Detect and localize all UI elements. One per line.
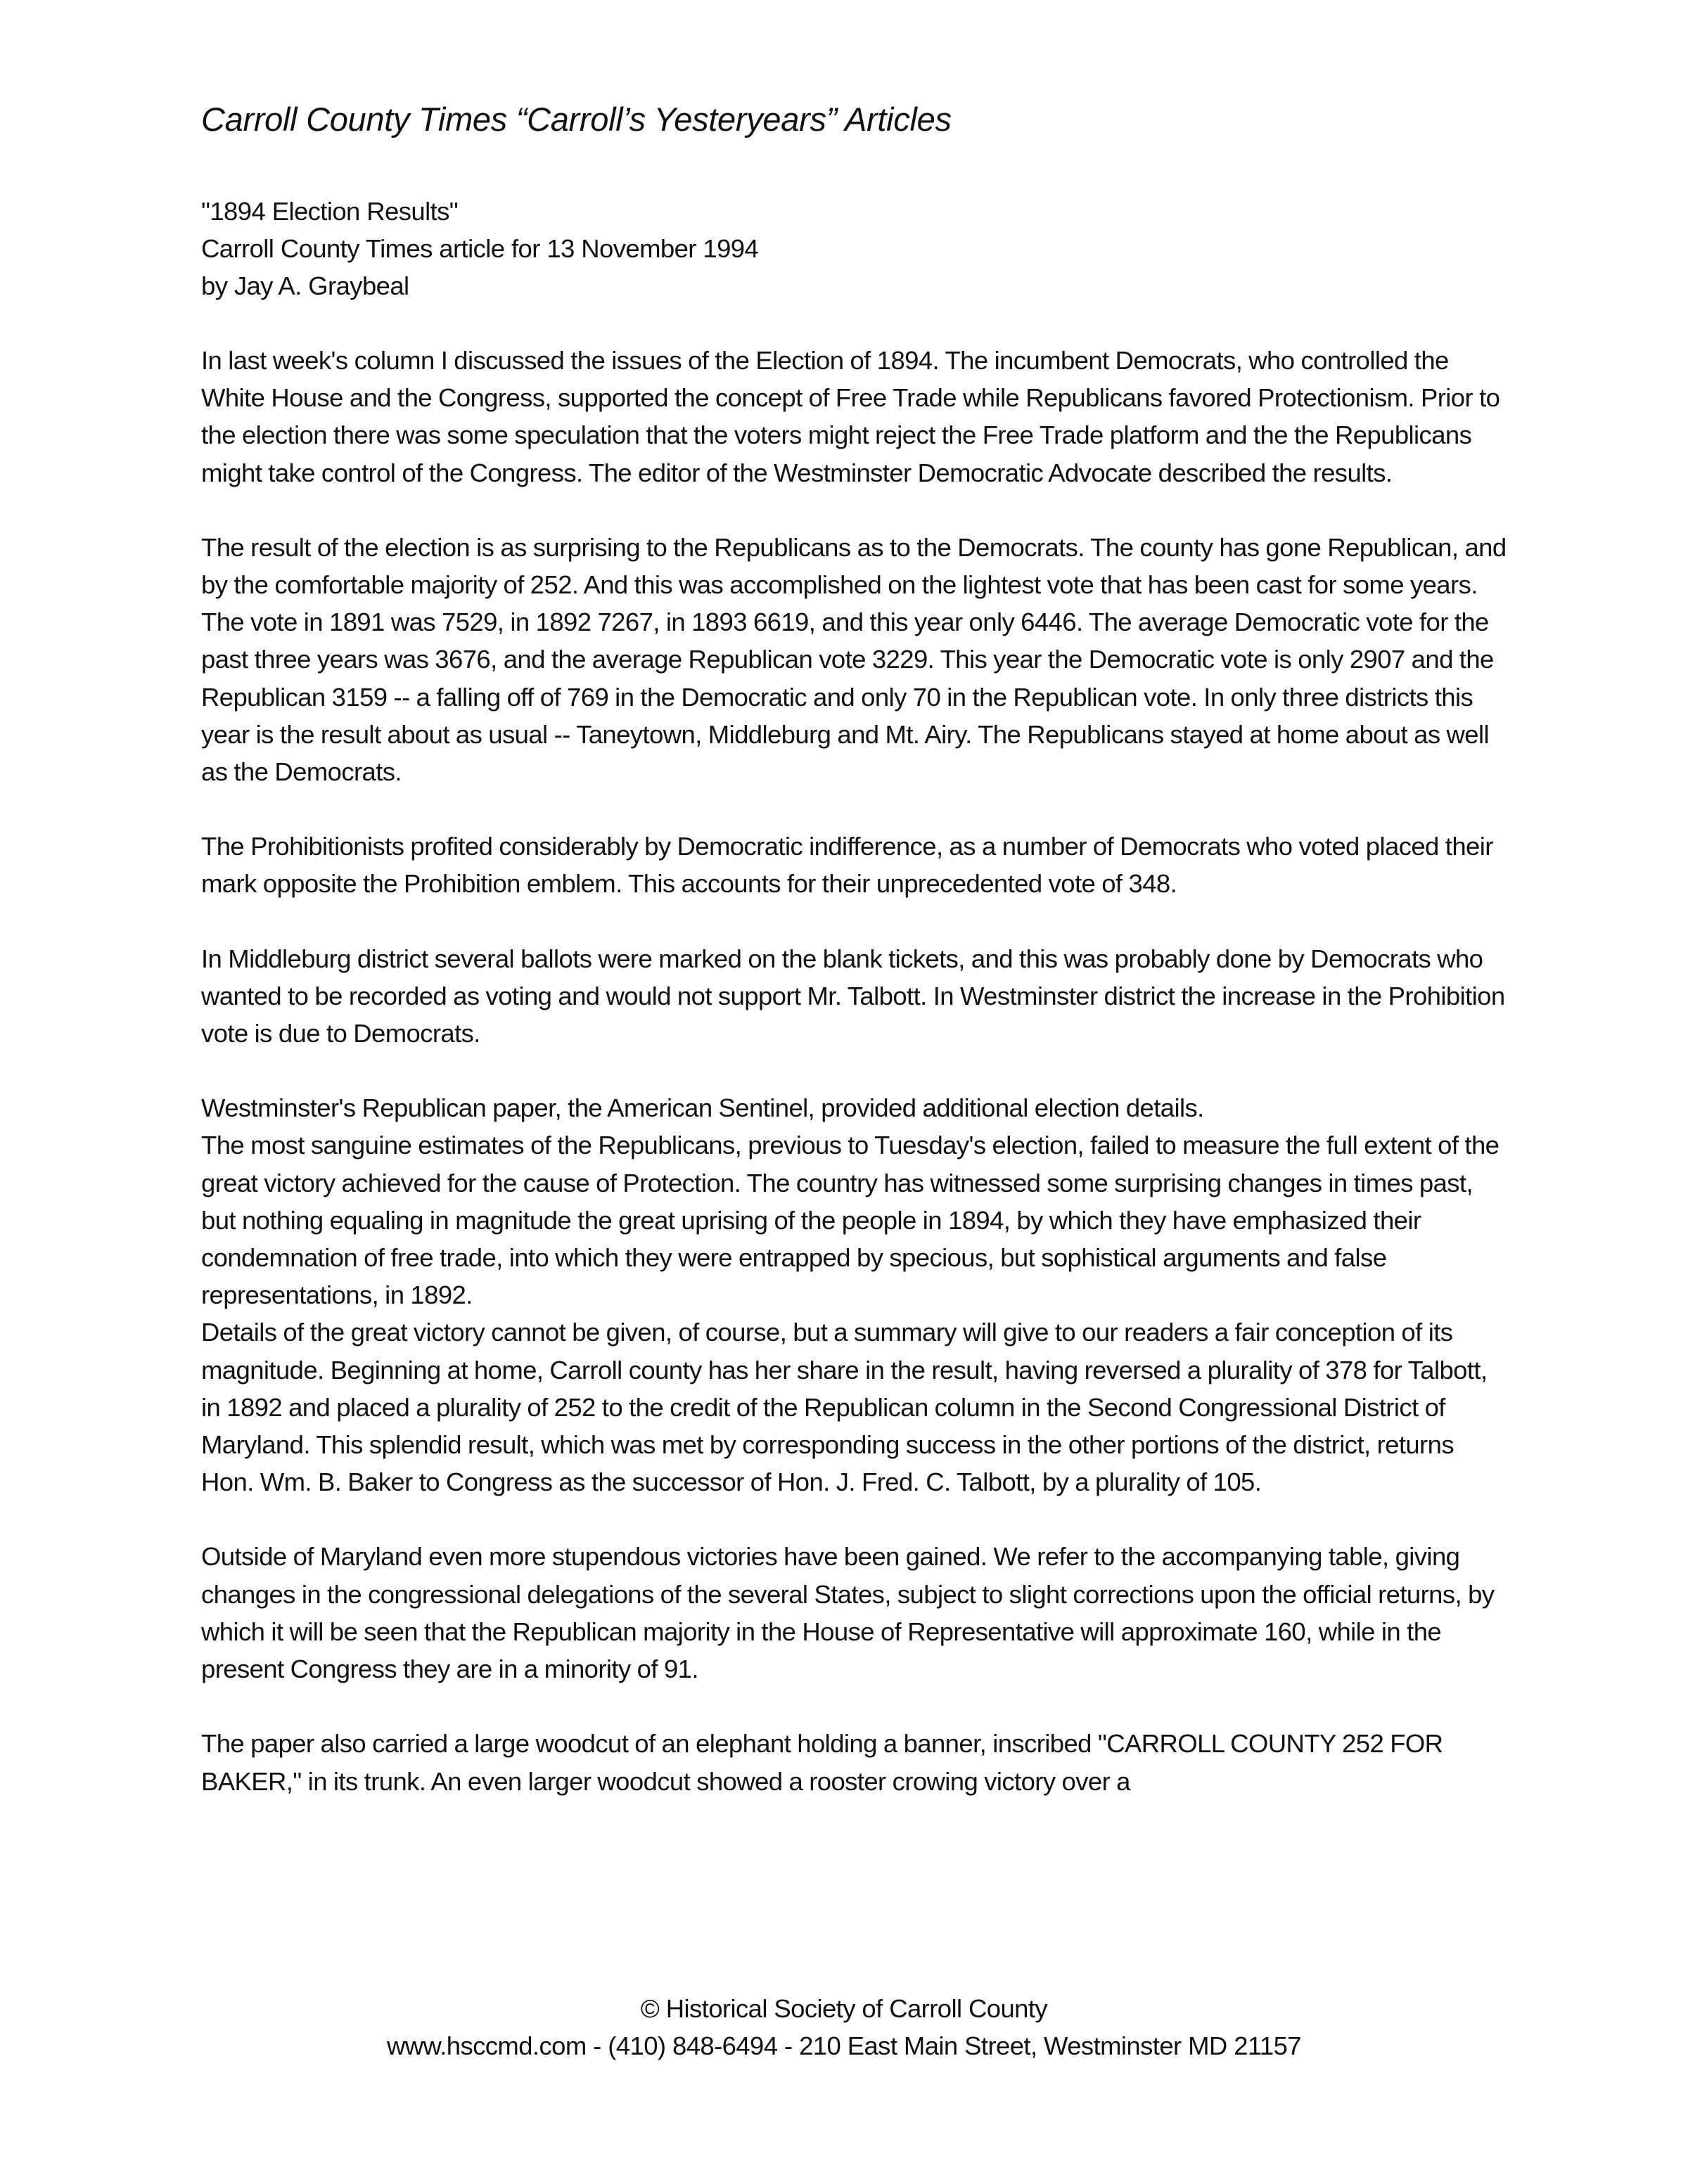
page-footer bbox=[0, 1990, 1688, 2064]
paragraph-outside-maryland: Outside of Maryland even more stupendous victories have been gained. We refer to the accompanying table, giving changes in the congressional delegations of the several States, subject to slight corrections upon the official returns, by which it will be seen that the Republican majority in the House of Representative will approximate 160, while in the present Congress they are in a minority of 91. bbox=[201, 1542, 1495, 1684]
article-body bbox=[201, 342, 1509, 1800]
article-source: Carroll County Times article for 13 November 1994 bbox=[201, 234, 759, 263]
paragraph-sentinel-quote-2: Details of the great victory cannot be given, of course, but a summary will give to our readers a fair conception of its magnitude. Beginning at home, Carroll county has her share in the result, having reversed a plurality of 378 for Talbott, in 1892 and placed a plurality of 252 to the credit of the Republican column in the Second Congressional District of Maryland. This splendid result, which was met by corresponding success in the other portions of the district, returns Hon. Wm. B. Baker to Congress as the successor of Hon. J. Fred. C. Talbott, by a plurality of 105. bbox=[201, 1318, 1488, 1497]
paragraph-middleburg: In Middleburg district several ballots were marked on the blank tickets, and this was probably done by Democrats who wanted to be recorded as voting and would not support Mr. Talbott. In Westminster district the increase in the Prohibition vote is due to Democrats. bbox=[201, 944, 1505, 1048]
paragraph-intro: In last week's column I discussed the issues of the Election of 1894. The incumbent Democrats, who controlled the White House and the Congress, supported the concept of Free Trade while Republicans favored Protectionism. Prior to the election there was some speculation that the voters might reject the Free Trade platform and the the Republicans might take control of the Congress. The editor of the Westminster Democratic Advocate described the results. bbox=[201, 346, 1500, 487]
paragraph-advocate-results: The result of the election is as surprising to the Republicans as to the Democrats. The county has gone Republican, and by the comfortable majority of 252. And this was accomplished on the lightest vote that has been cast for some years. The vote in 1891 was 7529, in 1892 7267, in 1893 6619, and this year only 6446. The average Democratic vote for the past three years was 3676, and the average Republican vote 3229. This year the Democratic vote is only 2907 and the Republican 3159 -- a falling off of 769 in the Democratic and only 70 in the Republican vote. In only three districts this year is the result about as usual -- Taneytown, Middleburg and Mt. Airy. The Republicans stayed at home about as well as the Democrats. bbox=[201, 532, 1507, 787]
article-meta bbox=[201, 193, 1509, 304]
footer-copyright: © Historical Society of Carroll County bbox=[640, 1994, 1048, 2023]
article-byline: by Jay A. Graybeal bbox=[201, 271, 409, 300]
paragraph-sentinel-quote-1: The most sanguine estimates of the Republicans, previous to Tuesday's election, failed to measure the full extent of the great victory achieved for the cause of Protection. The country has witnessed some surprising changes in times past, but nothing equaling in magnitude the great uprising of the people in 1894, by which they have emphasized their condemnation of free trade, into which they were entrapped by specious, but sophistical arguments and false representations, in 1892. bbox=[201, 1131, 1500, 1310]
document-title: Carroll County Times “Carroll’s Yesteryears” Articles bbox=[201, 101, 952, 138]
document-page bbox=[201, 98, 1509, 1837]
article-headline: "1894 Election Results" bbox=[201, 197, 459, 226]
footer-contact: www.hsccmd.com - (410) 848-6494 - 210 East Main Street, Westminster MD 21157 bbox=[386, 2031, 1302, 2060]
paragraph-sentinel-intro: Westminster's Republican paper, the American Sentinel, provided additional election details. bbox=[201, 1093, 1204, 1123]
paragraph-woodcuts: The paper also carried a large woodcut of an elephant holding a banner, inscribed "CARROLL COUNTY 252 FOR BAKER," in its trunk. An even larger woodcut showed a rooster crowing victory over a bbox=[201, 1729, 1443, 1796]
paragraph-prohibitionists: The Prohibitionists profited considerably by Democratic indifference, as a number of Democrats who voted placed their mark opposite the Prohibition emblem. This accounts for their unprecedented vote of 348. bbox=[201, 832, 1493, 899]
